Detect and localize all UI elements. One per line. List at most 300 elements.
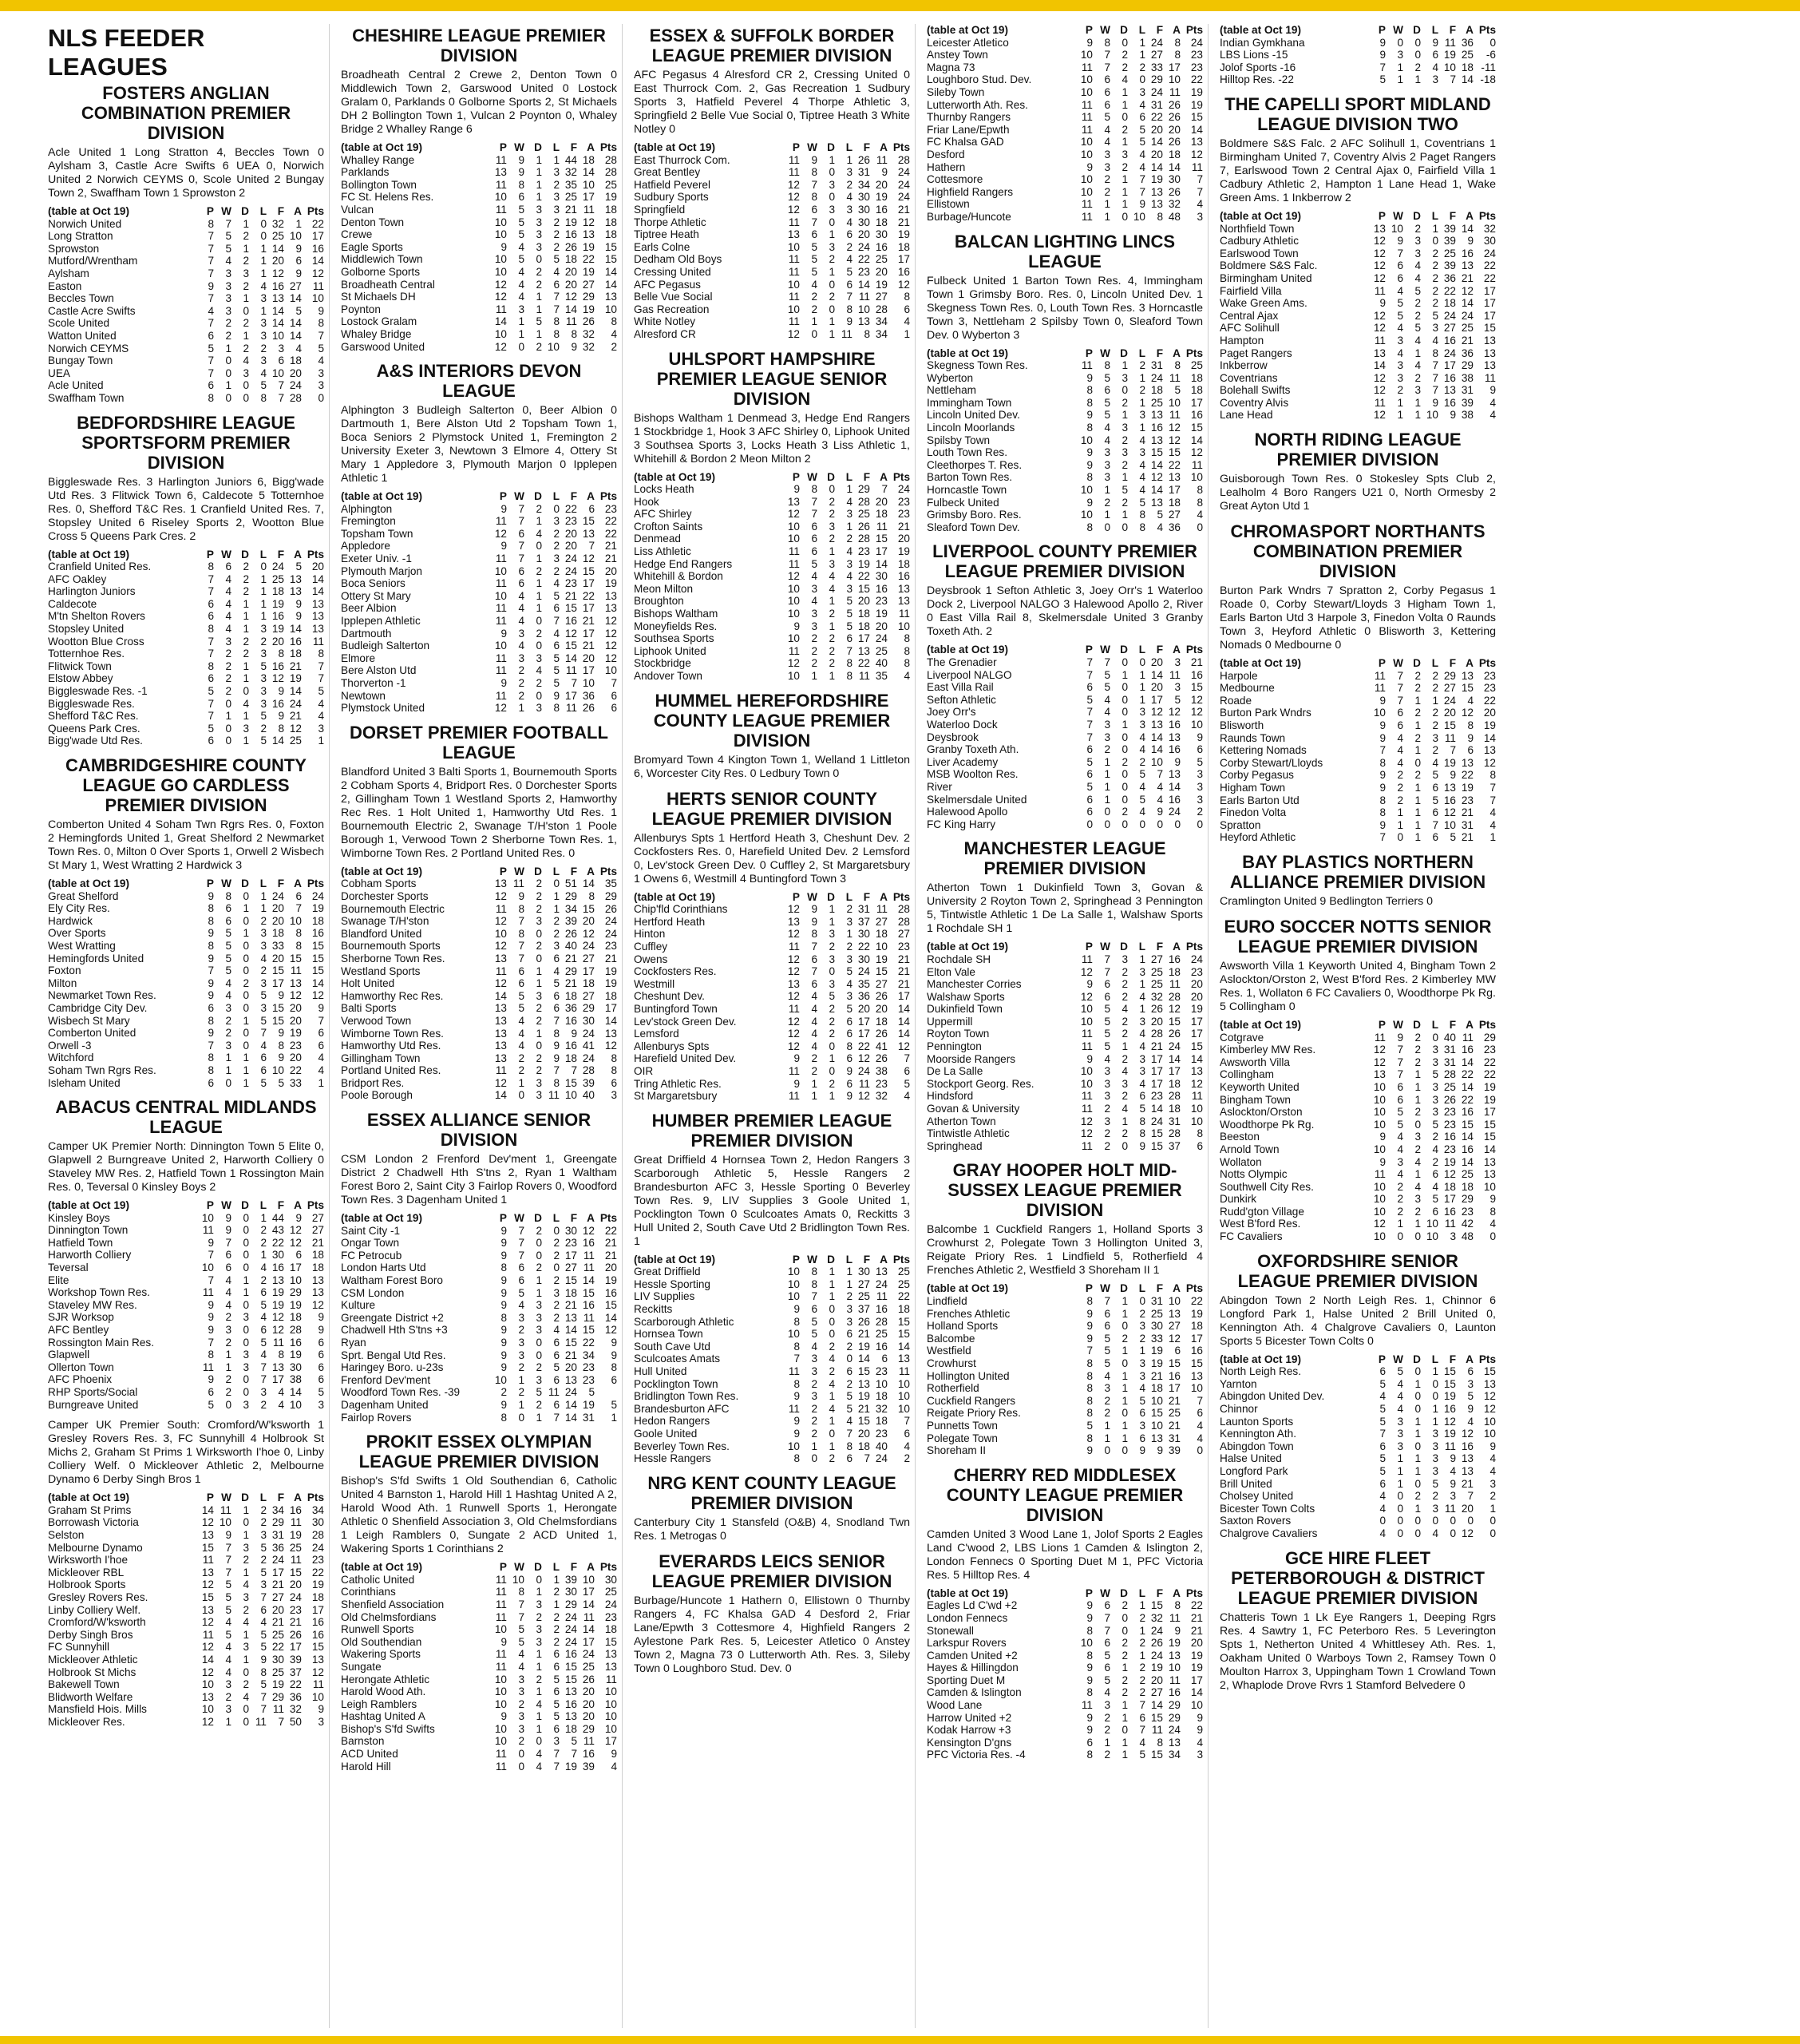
standings-header: [634, 1254, 910, 1266]
table-row: [1220, 1193, 1496, 1206]
stat-cell: 23: [875, 595, 888, 608]
stat-cell: 6: [846, 278, 853, 291]
table-row: [341, 315, 617, 328]
stat-cell: 1: [1139, 1345, 1145, 1357]
stat-cell: 25: [1150, 965, 1163, 978]
stat-cell: 25: [1150, 978, 1163, 991]
stat-cell: 23: [1190, 61, 1203, 73]
stat-cell: 1: [536, 1286, 542, 1299]
stat-cell: 7: [881, 483, 888, 496]
stat-cell: 17: [1150, 693, 1163, 706]
stat-cell: 50: [289, 1715, 302, 1728]
stat-cell: 7: [1197, 173, 1203, 186]
stat-cell: 4: [1104, 1369, 1110, 1382]
stat-cell: 11: [220, 1503, 231, 1516]
stat-cell: 36: [582, 689, 595, 702]
stat-cell: 10: [1426, 409, 1438, 422]
team-name: Earlswood Town: [1220, 247, 1299, 259]
stat-cell: 12: [1461, 707, 1474, 719]
table-row: [927, 136, 1203, 149]
stat-cell: 3: [1139, 1419, 1145, 1432]
stat-cell: 37: [1168, 1139, 1181, 1152]
stat-cell: 11: [1169, 85, 1181, 98]
stat-cell: 5: [811, 1328, 817, 1341]
stat-cell: 11: [495, 664, 507, 677]
stat-cell: 19: [271, 623, 284, 636]
stat-cell: 11: [876, 153, 888, 166]
stat-cell: 14: [604, 265, 617, 278]
league-title: BEDFORDSHIRE LEAGUE SPORTSFORM PREMIER DIVISION: [77, 412, 295, 473]
stat-cell: 6: [811, 520, 817, 533]
header-label: (table at Oct 19): [1220, 1018, 1301, 1031]
table-row: [48, 1716, 324, 1729]
league-title: CHROMASPORT NORTHANTS COMBINATION PREMIER DIVISION: [1230, 521, 1485, 582]
stat-cell: 2: [846, 533, 853, 545]
table-row: [341, 664, 617, 677]
stat-cell: 1: [1122, 1699, 1128, 1712]
team-name: Stopsley United: [48, 623, 125, 636]
table-row: [927, 1333, 1203, 1345]
stat-cell: 31: [1150, 98, 1163, 111]
stat-cell: 3: [1432, 1428, 1438, 1440]
stat-cell: 4: [1104, 422, 1110, 434]
stat-cell: 7: [846, 1428, 853, 1440]
stat-cell: 7: [260, 1690, 267, 1703]
stat-cell: 13: [1150, 1432, 1163, 1444]
table-row: [634, 916, 910, 929]
stat-cell: 0: [1197, 521, 1203, 533]
table-row: [1220, 37, 1496, 50]
stat-cell: 17: [857, 1015, 870, 1028]
stat-cell: 13: [857, 315, 870, 328]
stat-cell: 3: [611, 1089, 617, 1102]
stat-cell: 1: [904, 327, 910, 340]
team-name: Shoreham II: [927, 1444, 987, 1457]
stat-cell: 2: [536, 940, 542, 953]
stat-cell: 5: [260, 1298, 267, 1311]
stat-cell: 0: [1467, 1515, 1474, 1527]
stat-cell: 11: [1081, 111, 1093, 124]
header-l: L: [1138, 941, 1145, 953]
stat-cell: 20: [1150, 1015, 1163, 1028]
stat-cell: 0: [811, 327, 817, 340]
stat-cell: 3: [846, 582, 853, 595]
stat-cell: 10: [494, 927, 507, 940]
league-section: [1220, 94, 1496, 422]
stat-cell: 23: [1190, 965, 1203, 978]
stat-cell: 16: [897, 265, 910, 278]
stat-cell: 35: [564, 178, 577, 191]
stat-cell: 6: [553, 989, 560, 1002]
league-title: PROKIT ESSEX OLYMPIAN LEAGUE PREMIER DIVISION: [358, 1432, 599, 1472]
stat-cell: 2: [1122, 1332, 1128, 1345]
stat-cell: 6: [225, 1249, 231, 1262]
stat-cell: 18: [875, 508, 888, 521]
stat-cell: 2: [1139, 755, 1145, 768]
header-a: A: [1466, 1018, 1474, 1031]
stat-cell: 28: [604, 153, 617, 166]
stat-cell: 5: [811, 557, 817, 570]
stat-cell: 5: [1104, 1332, 1110, 1345]
stat-cell: 0: [829, 216, 835, 228]
stat-cell: 3: [1104, 458, 1110, 471]
stat-cell: 14: [1461, 1131, 1474, 1143]
stat-cell: 1: [1104, 768, 1110, 781]
stat-cell: 10: [494, 1722, 507, 1735]
stat-cell: 0: [536, 253, 542, 266]
stat-cell: 13: [1461, 669, 1474, 682]
stat-cell: 21: [1190, 656, 1203, 668]
team-name: FC Sunnyhill: [48, 1641, 110, 1654]
stat-cell: 1: [829, 1090, 835, 1103]
league-section: [1220, 852, 1496, 909]
stat-cell: 21: [1168, 1419, 1181, 1432]
stat-cell: 11: [1151, 1724, 1163, 1737]
stat-cell: 19: [1190, 1649, 1203, 1662]
table-row: [1220, 1452, 1496, 1465]
column-1: [48, 24, 330, 2028]
stat-cell: 4: [811, 1040, 817, 1052]
stat-cell: 5: [1379, 73, 1386, 86]
stat-cell: 15: [1461, 682, 1474, 695]
stat-cell: 24: [271, 1554, 284, 1567]
stat-cell: 1: [243, 672, 249, 685]
table-row: [1220, 1465, 1496, 1478]
stat-cell: 4: [225, 610, 231, 623]
stat-cell: 31: [1168, 1115, 1181, 1127]
header-pts: Pts: [892, 470, 910, 483]
stat-cell: 11: [1169, 409, 1181, 422]
table-row: [927, 1040, 1203, 1053]
stat-cell: 11: [312, 279, 324, 292]
stat-cell: 20: [1483, 707, 1496, 719]
team-name: Elmore: [341, 652, 376, 664]
table-row: [927, 459, 1203, 472]
stat-cell: 10: [1373, 1080, 1386, 1093]
stat-cell: 8: [518, 178, 524, 191]
stat-cell: 11: [583, 203, 595, 216]
table-row: [48, 660, 324, 673]
stat-cell: 7: [1139, 1724, 1145, 1737]
stat-cell: 10: [1168, 396, 1181, 409]
team-name: Stockbridge: [634, 657, 691, 670]
stat-cell: 25: [271, 572, 284, 585]
stat-cell: 4: [1122, 1065, 1128, 1078]
team-name: Ollerton Town: [48, 1361, 114, 1373]
stat-cell: 12: [289, 1236, 302, 1249]
table-row: [341, 628, 617, 640]
team-name: Denmead: [634, 533, 681, 545]
stat-cell: 11: [788, 153, 800, 166]
team-name: Longford Park: [1220, 1465, 1288, 1477]
stat-cell: 7: [553, 1411, 560, 1424]
team-name: Blandford United: [341, 927, 422, 940]
stat-cell: 0: [243, 304, 249, 317]
stat-cell: 6: [318, 1027, 324, 1040]
stat-cell: 10: [1080, 185, 1093, 198]
stat-cell: 20: [1190, 990, 1203, 1003]
stat-cell: 17: [582, 602, 595, 615]
stat-cell: 1: [1104, 755, 1110, 768]
stat-cell: 3: [518, 1686, 524, 1698]
stat-cell: 7: [208, 572, 214, 585]
stat-cell: 13: [1168, 1736, 1181, 1749]
stat-cell: 20: [289, 1052, 302, 1064]
stat-cell: 2: [1122, 396, 1128, 409]
stat-cell: 2: [518, 1052, 524, 1064]
team-name: Hedon Rangers: [634, 1415, 710, 1428]
stat-cell: 11: [1374, 396, 1386, 409]
stat-cell: 1: [518, 1398, 524, 1411]
stat-cell: 14: [289, 623, 302, 636]
stat-cell: 9: [846, 1090, 853, 1103]
stat-cell: 4: [1139, 148, 1145, 160]
stat-cell: 14: [897, 1340, 910, 1353]
stat-cell: 9: [1432, 36, 1438, 49]
stat-cell: 4: [225, 989, 231, 1002]
stat-cell: 18: [1168, 496, 1181, 509]
stat-cell: 10: [787, 1290, 800, 1303]
table-row: [634, 1378, 910, 1391]
stat-cell: 40: [875, 657, 888, 670]
stat-cell: 13: [1461, 1452, 1474, 1465]
stat-cell: 4: [1104, 706, 1110, 719]
stat-cell: 16: [289, 1503, 302, 1516]
stat-cell: 3: [260, 317, 267, 330]
header-p: P: [1085, 644, 1093, 656]
team-name: St Margaretsbury: [634, 1090, 718, 1103]
stat-cell: 4: [1414, 334, 1421, 347]
league-section: [634, 1473, 910, 1543]
table-row: [1220, 335, 1496, 347]
stat-cell: 8: [208, 902, 214, 915]
stat-cell: 24: [857, 965, 870, 978]
stat-cell: 26: [1150, 1003, 1163, 1016]
stat-cell: 0: [1397, 1515, 1403, 1527]
table-row: [1220, 670, 1496, 683]
stat-cell: 3: [1104, 731, 1110, 743]
header-label: (table at Oct 19): [927, 24, 1008, 36]
stat-cell: 31: [1150, 359, 1163, 372]
team-name: Inkberrow: [1220, 359, 1268, 372]
team-name: FC Cavaliers: [1220, 1230, 1283, 1243]
stat-cell: 14: [604, 1014, 617, 1027]
stat-cell: 4: [518, 615, 524, 628]
table-row: [1220, 1143, 1496, 1156]
table-row: [341, 1399, 617, 1412]
team-name: Woodthorpe Pk Rg.: [1220, 1118, 1315, 1131]
stat-cell: 4: [518, 291, 524, 303]
stat-cell: 13: [875, 1266, 888, 1278]
team-name: Goole United: [634, 1428, 698, 1440]
stat-cell: 5: [1157, 509, 1163, 521]
stat-cell: 16: [875, 582, 888, 595]
stat-cell: 0: [243, 939, 249, 952]
standings-table: [1220, 1353, 1496, 1540]
table-row: [48, 598, 324, 611]
stat-cell: 28: [1443, 1068, 1456, 1081]
stat-cell: 0: [1122, 1139, 1128, 1152]
stat-cell: 12: [311, 989, 324, 1002]
stat-cell: 6: [1104, 73, 1110, 86]
stat-cell: 8: [1086, 1432, 1093, 1444]
stat-cell: 6: [553, 278, 560, 291]
stat-cell: 1: [829, 620, 835, 632]
team-name: Beverley Town Res.: [634, 1440, 730, 1452]
stat-cell: 8: [208, 914, 214, 927]
stat-cell: 29: [1483, 1031, 1496, 1044]
stat-cell: 25: [564, 191, 577, 204]
header-l: L: [1138, 1282, 1145, 1295]
stat-cell: 8: [1104, 359, 1110, 372]
stat-cell: 10: [1373, 1118, 1386, 1131]
stat-cell: 23: [1483, 1044, 1496, 1056]
table-row: [927, 1320, 1203, 1333]
stat-cell: 21: [1461, 806, 1474, 819]
table-row: [341, 328, 617, 341]
stat-cell: 0: [829, 278, 835, 291]
stat-cell: 30: [604, 1573, 617, 1586]
stat-cell: 7: [208, 585, 214, 598]
team-name: Ely City Res.: [48, 902, 110, 915]
stat-cell: 5: [553, 1710, 560, 1723]
table-row: [1220, 1440, 1496, 1453]
team-name: OIR: [634, 1064, 654, 1077]
stat-cell: 0: [1104, 521, 1110, 533]
stat-cell: 11: [898, 1365, 910, 1378]
stat-cell: 6: [1379, 1477, 1386, 1490]
team-name: Spilsby Town: [927, 434, 991, 446]
stat-cell: 9: [500, 627, 507, 640]
stat-cell: 8: [1197, 1127, 1203, 1140]
stat-cell: 4: [1122, 1103, 1128, 1115]
stat-cell: 1: [1104, 1736, 1110, 1749]
stat-cell: 0: [1122, 681, 1128, 694]
stat-cell: 7: [553, 1064, 560, 1077]
stat-cell: 4: [1139, 471, 1145, 484]
stat-cell: 11: [1444, 1218, 1456, 1230]
table-row: [927, 186, 1203, 199]
standings-header: [1220, 1019, 1496, 1032]
stat-cell: 3: [518, 1337, 524, 1349]
team-name: Keyworth United: [1220, 1080, 1300, 1093]
stat-cell: 0: [1122, 111, 1128, 124]
team-name: Middlewich Town: [341, 253, 423, 266]
header-p: P: [1378, 1353, 1386, 1365]
stat-cell: 24: [897, 178, 910, 191]
header-f: F: [1449, 1353, 1456, 1365]
stat-cell: 13: [494, 166, 507, 179]
stat-cell: 2: [846, 240, 853, 253]
stat-cell: 12: [1168, 1003, 1181, 1016]
stat-cell: 15: [564, 602, 577, 615]
stat-cell: 17: [289, 1262, 302, 1274]
header-w: W: [514, 865, 524, 877]
team-name: Chalgrove Cavaliers: [1220, 1527, 1318, 1539]
stat-cell: 3: [1432, 1056, 1438, 1068]
stat-cell: 13: [604, 602, 617, 615]
stat-cell: 20: [897, 533, 910, 545]
stat-cell: 5: [846, 1390, 853, 1403]
stat-cell: 10: [201, 1211, 214, 1224]
table-row: [634, 1440, 910, 1453]
stat-cell: 4: [1397, 1131, 1403, 1143]
stat-cell: 0: [260, 230, 267, 243]
stat-cell: 24: [875, 1452, 888, 1465]
stat-cell: 4: [225, 1616, 231, 1629]
stat-cell: 12: [494, 278, 507, 291]
stat-cell: 20: [857, 228, 870, 241]
team-name: Hathern: [927, 160, 966, 173]
stat-cell: 10: [787, 240, 800, 253]
stat-cell: 8: [295, 939, 302, 952]
stat-cell: 19: [289, 1349, 302, 1361]
stat-cell: 14: [1483, 731, 1496, 744]
stat-cell: 24: [1443, 309, 1456, 322]
stat-cell: 7: [518, 1249, 524, 1262]
table-row: [48, 1299, 324, 1312]
stat-cell: 10: [787, 1328, 800, 1341]
stat-cell: 5: [1086, 755, 1093, 768]
team-name: Burngreave United: [48, 1398, 139, 1411]
stat-cell: 11: [1081, 123, 1093, 136]
stat-cell: 0: [1139, 1295, 1145, 1307]
stat-cell: 3: [1104, 718, 1110, 731]
stat-cell: 14: [1150, 458, 1163, 471]
stat-cell: 22: [1150, 111, 1163, 124]
team-name: Waterloo Dock: [927, 718, 998, 731]
stat-cell: 2: [1122, 755, 1128, 768]
table-row: [634, 1065, 910, 1078]
table-row: [927, 1637, 1203, 1650]
standings-header: [634, 141, 910, 154]
stat-cell: 2: [829, 657, 835, 670]
stat-cell: 9: [208, 952, 214, 965]
stat-cell: 5: [1139, 496, 1145, 509]
stat-cell: 14: [271, 242, 284, 255]
table-row: [341, 341, 617, 354]
stat-cell: 3: [1414, 1193, 1421, 1206]
stat-cell: 5: [295, 561, 302, 573]
stat-cell: 5: [225, 1579, 231, 1591]
stat-cell: 20: [604, 1262, 617, 1274]
stat-cell: 10: [1080, 73, 1093, 86]
stat-cell: 3: [1104, 1382, 1110, 1395]
team-name: Balti Sports: [341, 1002, 397, 1015]
table-row: [1220, 1094, 1496, 1107]
stat-cell: 3: [1432, 1452, 1438, 1465]
standings-header: [341, 141, 617, 154]
stat-cell: 19: [1150, 1662, 1163, 1674]
header-p: P: [499, 1561, 507, 1574]
table-row: [927, 1016, 1203, 1028]
stat-cell: 24: [311, 1541, 324, 1554]
results-text: Bromyard Town 4 Kington Town 1, Welland 1 Littleton 6, Worcester City Res. 0 Ledbury Town 0: [634, 753, 910, 780]
header-a: A: [1466, 657, 1474, 670]
stat-cell: 16: [875, 1340, 888, 1353]
table-row: [634, 1353, 910, 1365]
stat-cell: 1: [1414, 409, 1421, 422]
stat-cell: 11: [1374, 1031, 1386, 1044]
stat-cell: 12: [494, 977, 507, 990]
stat-cell: 3: [829, 520, 835, 533]
stat-cell: 13: [311, 623, 324, 636]
stat-cell: 15: [564, 640, 577, 652]
stat-cell: 1: [811, 315, 817, 328]
stat-cell: 1: [536, 153, 542, 166]
stat-cell: 13: [1168, 471, 1181, 484]
stat-cell: 39: [1443, 222, 1456, 235]
